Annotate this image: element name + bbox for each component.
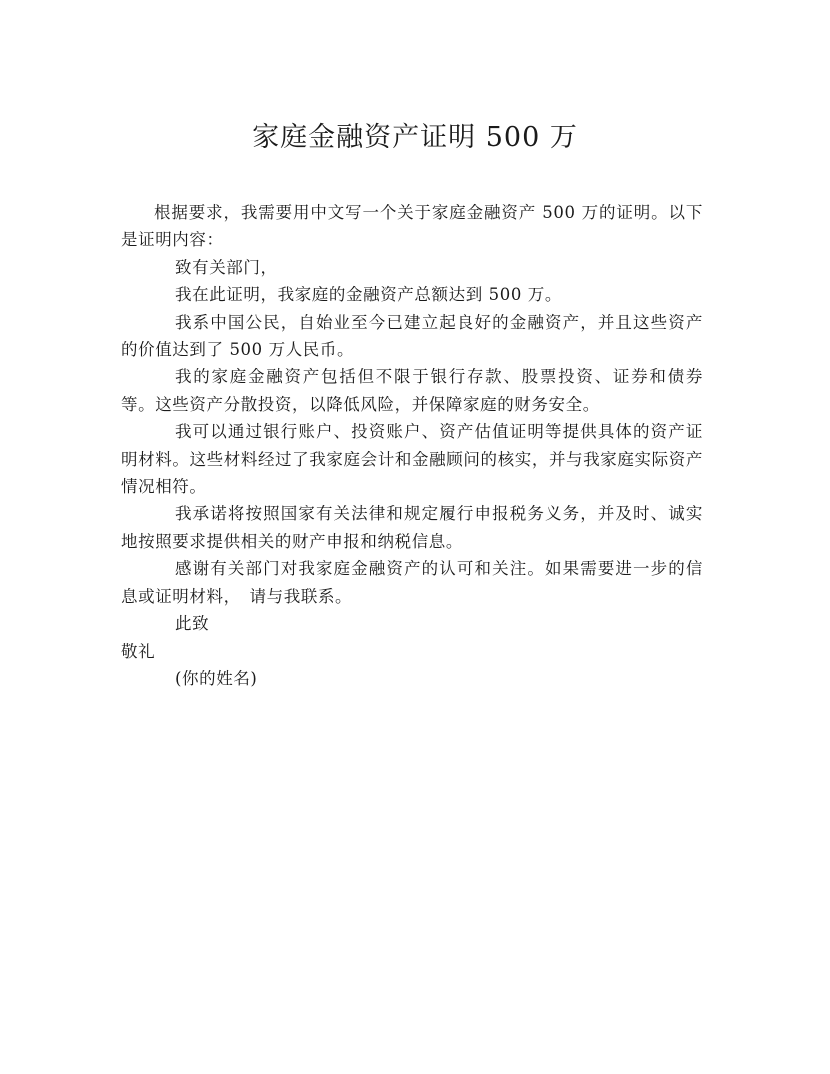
signature-placeholder: (你的姓名) <box>175 668 258 688</box>
body-paragraph: 我的家庭金融资产包括但不限于银行存款、股票投资、证券和债券等。这些资产分散投资，以降低风险，并保障家庭的财务安全。 <box>121 367 703 414</box>
body-paragraph: 我可以通过银行账户、投资账户、资产估值证明等提供具体的资产证明材料。这些材料经过了我家庭会计和金融顾问的核实，并与我家庭实际资产情况相符。 <box>121 422 703 497</box>
salutation: 致有关部门， <box>175 257 278 277</box>
closing-line: 此致 <box>175 614 210 634</box>
document-body <box>121 199 703 692</box>
document-title: 家庭金融资产证明 500 万 <box>252 122 578 153</box>
closing-regards: 敬礼 <box>121 641 156 661</box>
body-paragraph: 我系中国公民，自始业至今已建立起良好的金融资产，并且这些资产的价值达到了 500 万人民币。 <box>121 312 703 360</box>
body-paragraph: 我承诺将按照国家有关法律和规定履行申报税务义务，并及时、诚实地按照要求提供相关的财产申报和纳税信息。 <box>121 504 703 551</box>
body-paragraph: 感谢有关部门对我家庭金融资产的认可和关注。如果需要进一步的信息或证明材料， 请与我联系。 <box>121 559 703 606</box>
intro-paragraph: 根据要求，我需要用中文写一个关于家庭金融资产 500 万的证明。以下是证明内容： <box>121 203 703 250</box>
body-paragraph: 我在此证明，我家庭的金融资产总额达到 500 万。 <box>175 285 562 305</box>
